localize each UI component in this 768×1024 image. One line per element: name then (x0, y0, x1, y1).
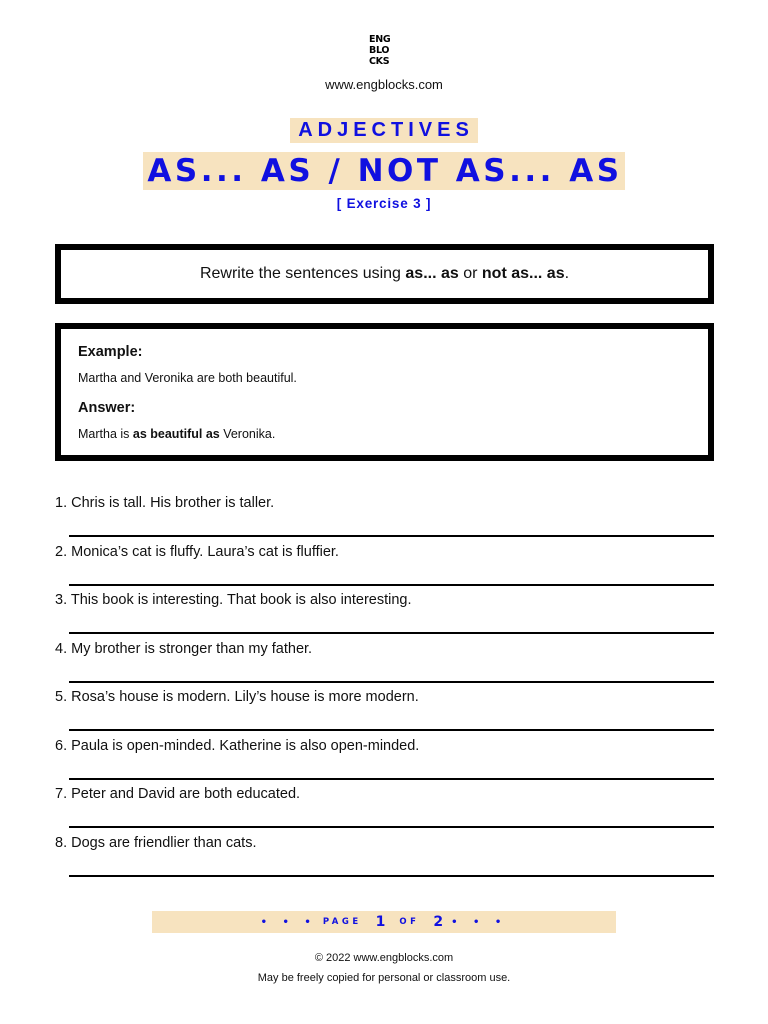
question-text: 4. My brother is stronger than my father. (55, 640, 313, 657)
example-text: Martha and Veronika are both beautiful. (78, 371, 297, 385)
pager-dots-right: • • • (451, 916, 508, 928)
answer-line[interactable] (69, 778, 714, 780)
logo-line: BLO (369, 45, 390, 56)
topic-wrapper (0, 118, 768, 143)
example-label: Example: (78, 344, 143, 360)
topic-heading: ADJECTIVES (290, 118, 478, 143)
question-list (55, 495, 714, 883)
question-text: 5. Rosa’s house is modern. Lily’s house is more modern. (55, 689, 419, 705)
question-item (55, 835, 714, 884)
question-text: 1. Chris is tall. His brother is taller. (55, 495, 275, 511)
question-item (55, 544, 714, 593)
footer-note: May be freely copied for personal or classroom use. (257, 972, 511, 984)
answer-line[interactable] (69, 681, 714, 683)
question-item (55, 738, 714, 787)
logo-line: CKS (369, 56, 390, 67)
pager-page-word: PAGE (322, 917, 362, 927)
pager-total-pages: 2 (433, 914, 444, 930)
answer-line[interactable] (69, 826, 714, 828)
answer-line[interactable] (69, 875, 714, 877)
exercise-label: [ Exercise 3 ] (336, 196, 432, 211)
question-item (55, 689, 714, 738)
answer-line[interactable] (69, 729, 714, 731)
answer-line[interactable] (69, 535, 714, 537)
instruction-suffix: . (564, 265, 570, 282)
answer-suffix: Veronika. (219, 427, 276, 441)
instruction-text (200, 265, 569, 283)
instruction-bold-not-as-as: not as... as (481, 265, 565, 282)
engblocks-logo (369, 34, 401, 67)
instruction-prefix: Rewrite the sentences using (199, 265, 406, 282)
answer-bold: as beautiful as (132, 427, 220, 441)
answer-text (78, 427, 275, 441)
question-text: 7. Peter and David are both educated. (55, 786, 301, 802)
footer-copyright: © 2022 www.engblocks.com (314, 952, 454, 964)
answer-label: Answer: (78, 400, 136, 416)
pager-current-page: 1 (375, 914, 386, 930)
question-text: 2. Monica’s cat is fluffy. Laura’s cat is fluffier. (55, 543, 339, 560)
pager-of-word: OF (399, 917, 420, 927)
question-item (55, 786, 714, 835)
title-wrapper (0, 152, 768, 190)
pager-dots-left: • • • (260, 916, 317, 928)
site-url[interactable]: www.engblocks.com (325, 77, 443, 92)
instruction-box (55, 244, 714, 304)
page-indicator (152, 911, 616, 933)
answer-prefix: Martha is (78, 427, 133, 441)
question-text: 6. Paula is open-minded. Katherine is also open-minded. (55, 737, 420, 754)
page-title: AS... AS / NOT AS... AS (143, 152, 624, 190)
question-text: 8. Dogs are friendlier than cats. (55, 834, 257, 851)
question-item (55, 495, 714, 544)
instruction-bold-as-as: as... as (405, 265, 459, 282)
instruction-middle: or (458, 265, 482, 282)
answer-line[interactable] (69, 632, 714, 634)
example-box (55, 323, 714, 461)
question-item (55, 592, 714, 641)
logo-line: ENG (369, 34, 391, 45)
question-item (55, 641, 714, 690)
answer-line[interactable] (69, 584, 714, 586)
question-text: 3. This book is interesting. That book is also interesting. (55, 592, 412, 608)
